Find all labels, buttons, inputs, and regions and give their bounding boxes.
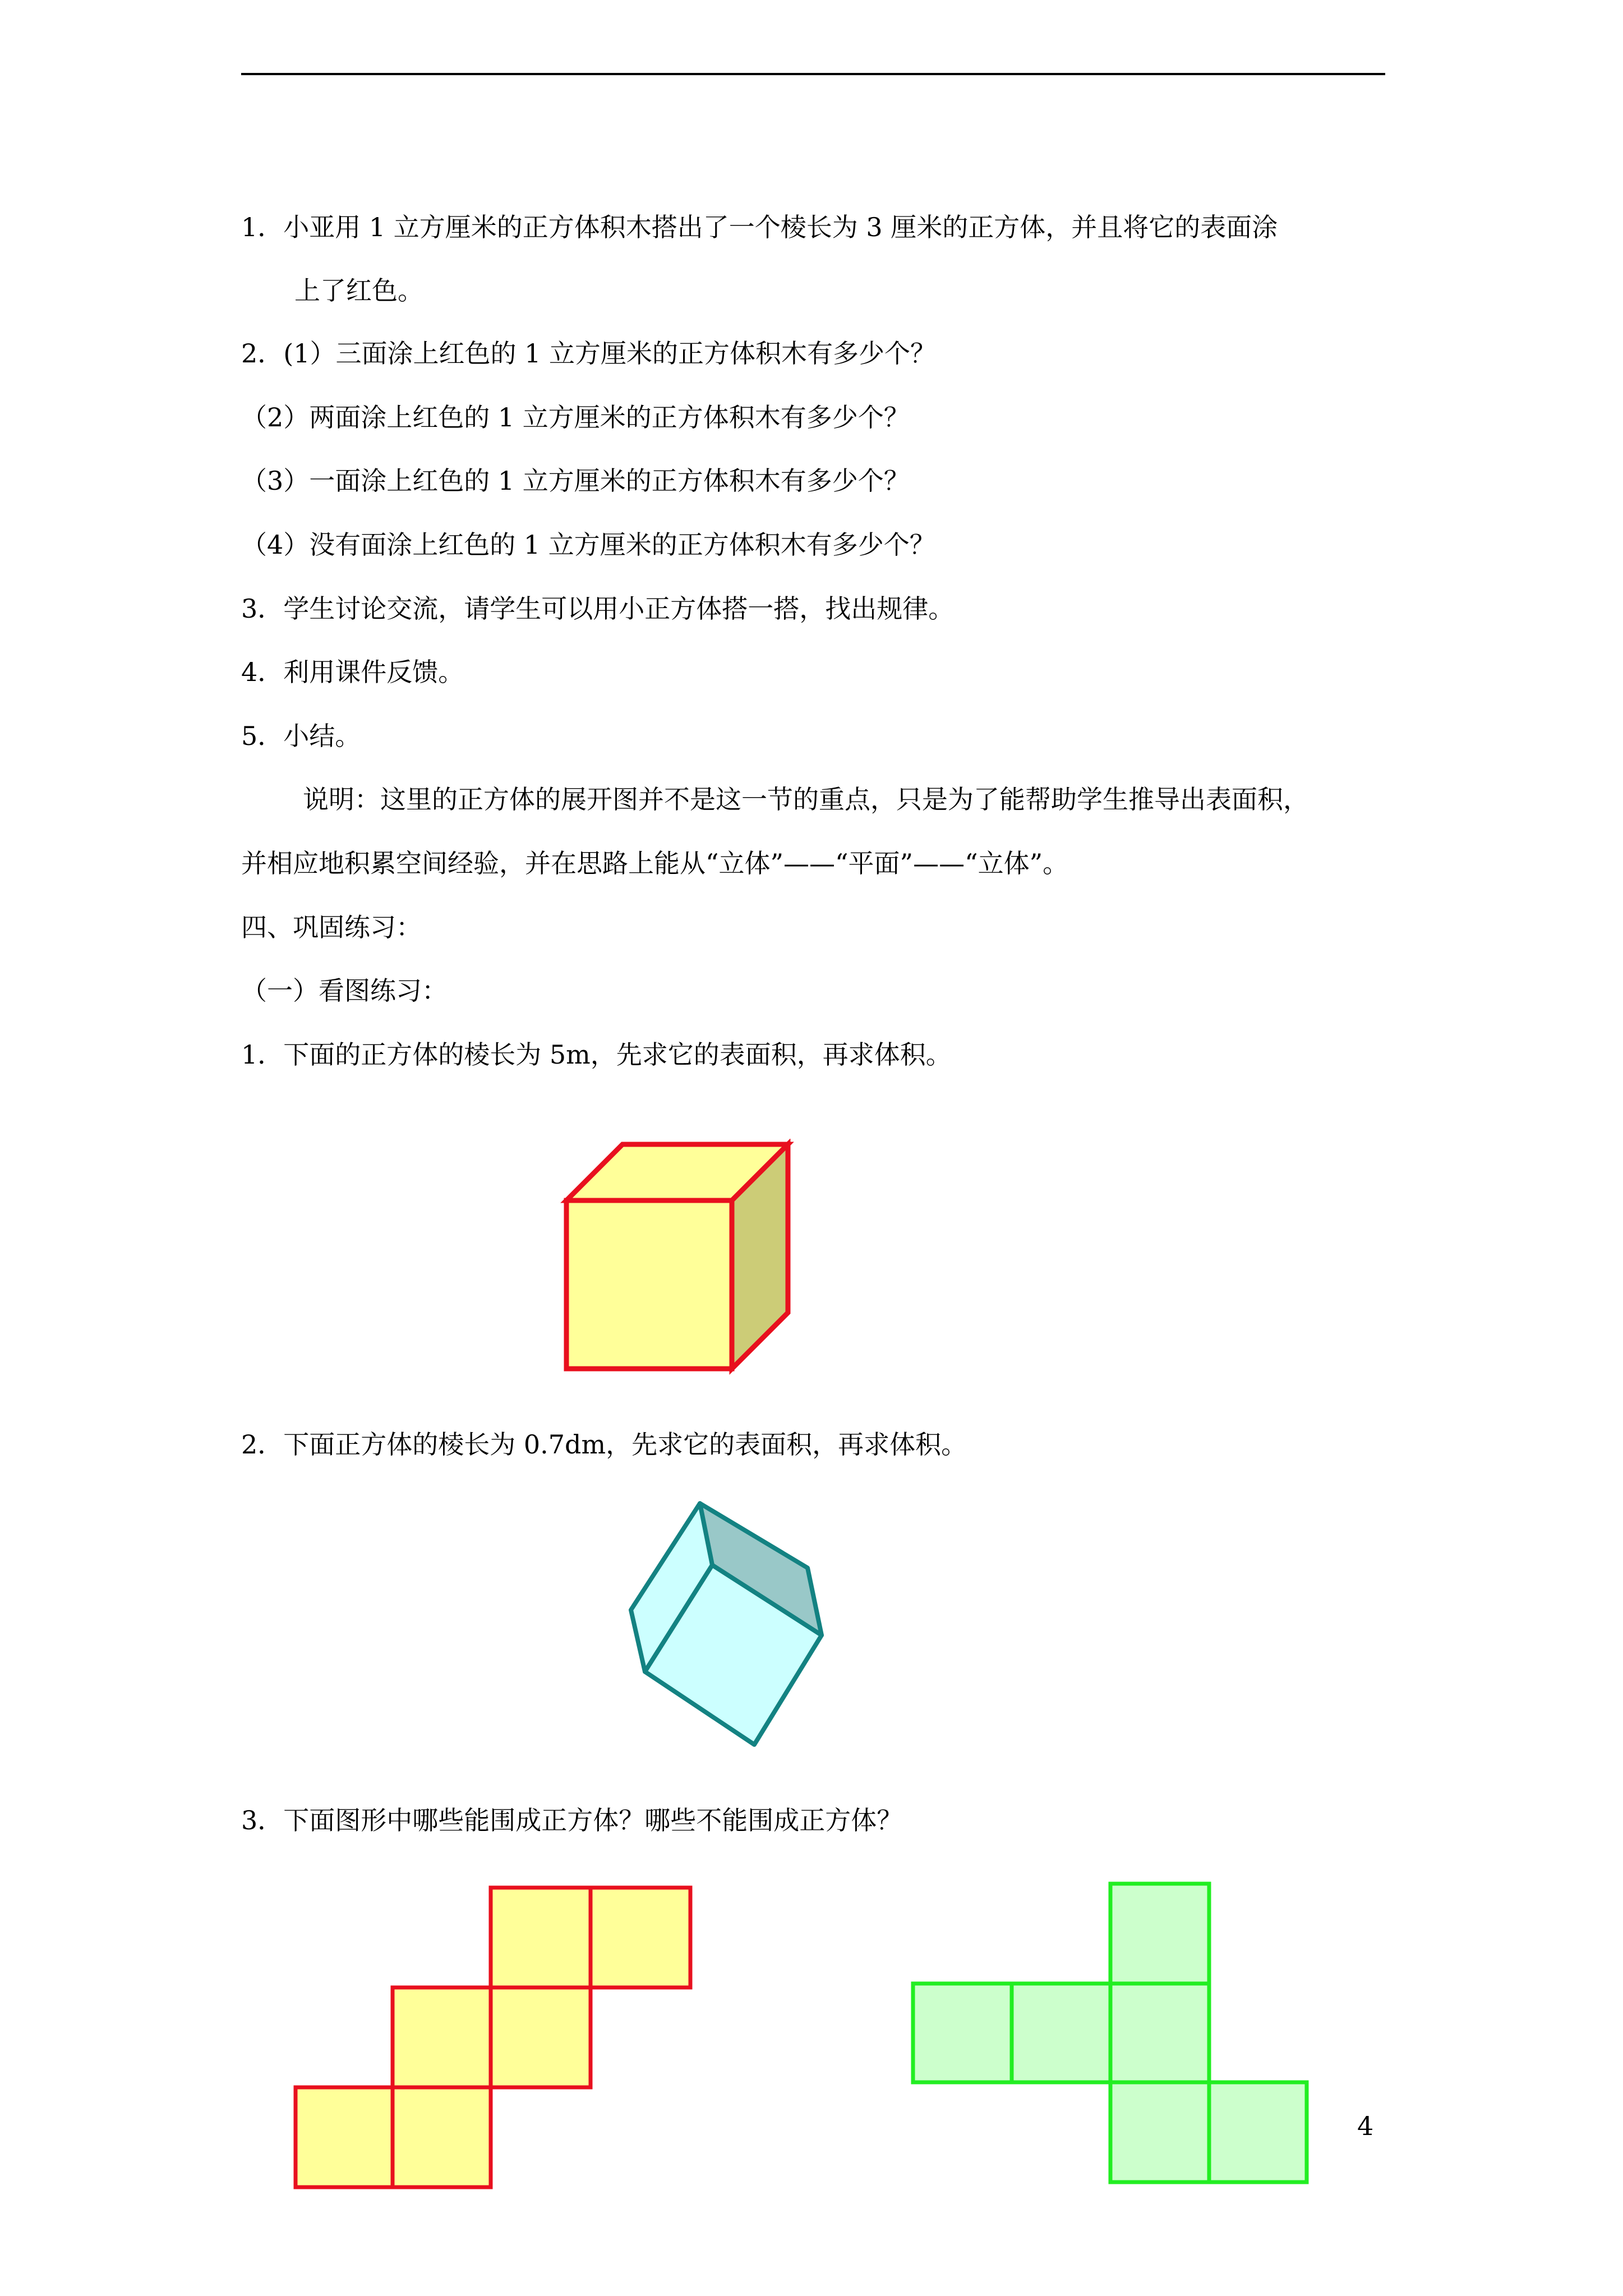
problem-2-part-3: （3）一面涂上红色的 1 立方厘米的正方体积木有多少个？ — [241, 466, 910, 496]
header-rule — [241, 73, 1385, 75]
note-line-1: 说明：这里的正方体的展开图并不是这一节的重点，只是为了能帮助学生推导出表面积， — [303, 784, 1309, 815]
net-b-square — [1110, 1884, 1209, 1984]
net-a-square — [393, 2087, 491, 2187]
page-number: 4 — [1357, 2111, 1374, 2141]
problem-1-line-2: 上了红色。 — [294, 275, 423, 306]
net-a-square — [591, 1888, 690, 1987]
problem-2-part-2: （2）两面涂上红色的 1 立方厘米的正方体积木有多少个？ — [241, 402, 910, 432]
rotated-cube-figure — [623, 1495, 830, 1759]
problem-1-line-1: 1．小亚用 1 立方厘米的正方体积木搭出了一个棱长为 3 厘米的正方体，并且将它的表面涂 — [241, 212, 1278, 242]
subsection-heading: （一）看图练习： — [241, 976, 448, 1006]
yellow-cube-figure — [555, 1139, 796, 1380]
net-b-square — [913, 1984, 1012, 2082]
exercise-1: 1．下面的正方体的棱长为 5m，先求它的表面积，再求体积。 — [241, 1039, 952, 1070]
problem-2-part-4: （4）没有面涂上红色的 1 立方厘米的正方体积木有多少个？ — [241, 530, 935, 560]
exercise-3: 3．下面图形中哪些能围成正方体？哪些不能围成正方体？ — [241, 1805, 903, 1835]
net-a-square — [491, 1888, 591, 1987]
net-b-square — [1209, 2082, 1307, 2182]
cube-front-face — [566, 1200, 732, 1369]
note-line-2: 并相应地积累空间经验，并在思路上能从“立体”——“平面”——“立体”。 — [241, 848, 1069, 878]
cube-net-a — [292, 1876, 695, 2196]
section-heading: 四、巩固练习： — [241, 912, 422, 942]
step-5: 5．小结。 — [241, 721, 361, 751]
cube-net-b — [903, 1874, 1312, 2196]
net-a-square — [491, 1987, 591, 2087]
net-b-square — [1110, 1984, 1209, 2082]
problem-2-part-1: 2．(1）三面涂上红色的 1 立方厘米的正方体积木有多少个？ — [241, 338, 936, 369]
net-a-square — [393, 1987, 491, 2087]
net-b-square — [1012, 1984, 1110, 2082]
net-b-square — [1110, 2082, 1209, 2182]
step-3: 3．学生讨论交流，请学生可以用小正方体搭一搭，找出规律。 — [241, 593, 955, 624]
net-a-square — [296, 2087, 393, 2187]
exercise-2: 2．下面正方体的棱长为 0.7dm，先求它的表面积，再求体积。 — [241, 1429, 967, 1460]
step-4: 4．利用课件反馈。 — [241, 657, 464, 687]
